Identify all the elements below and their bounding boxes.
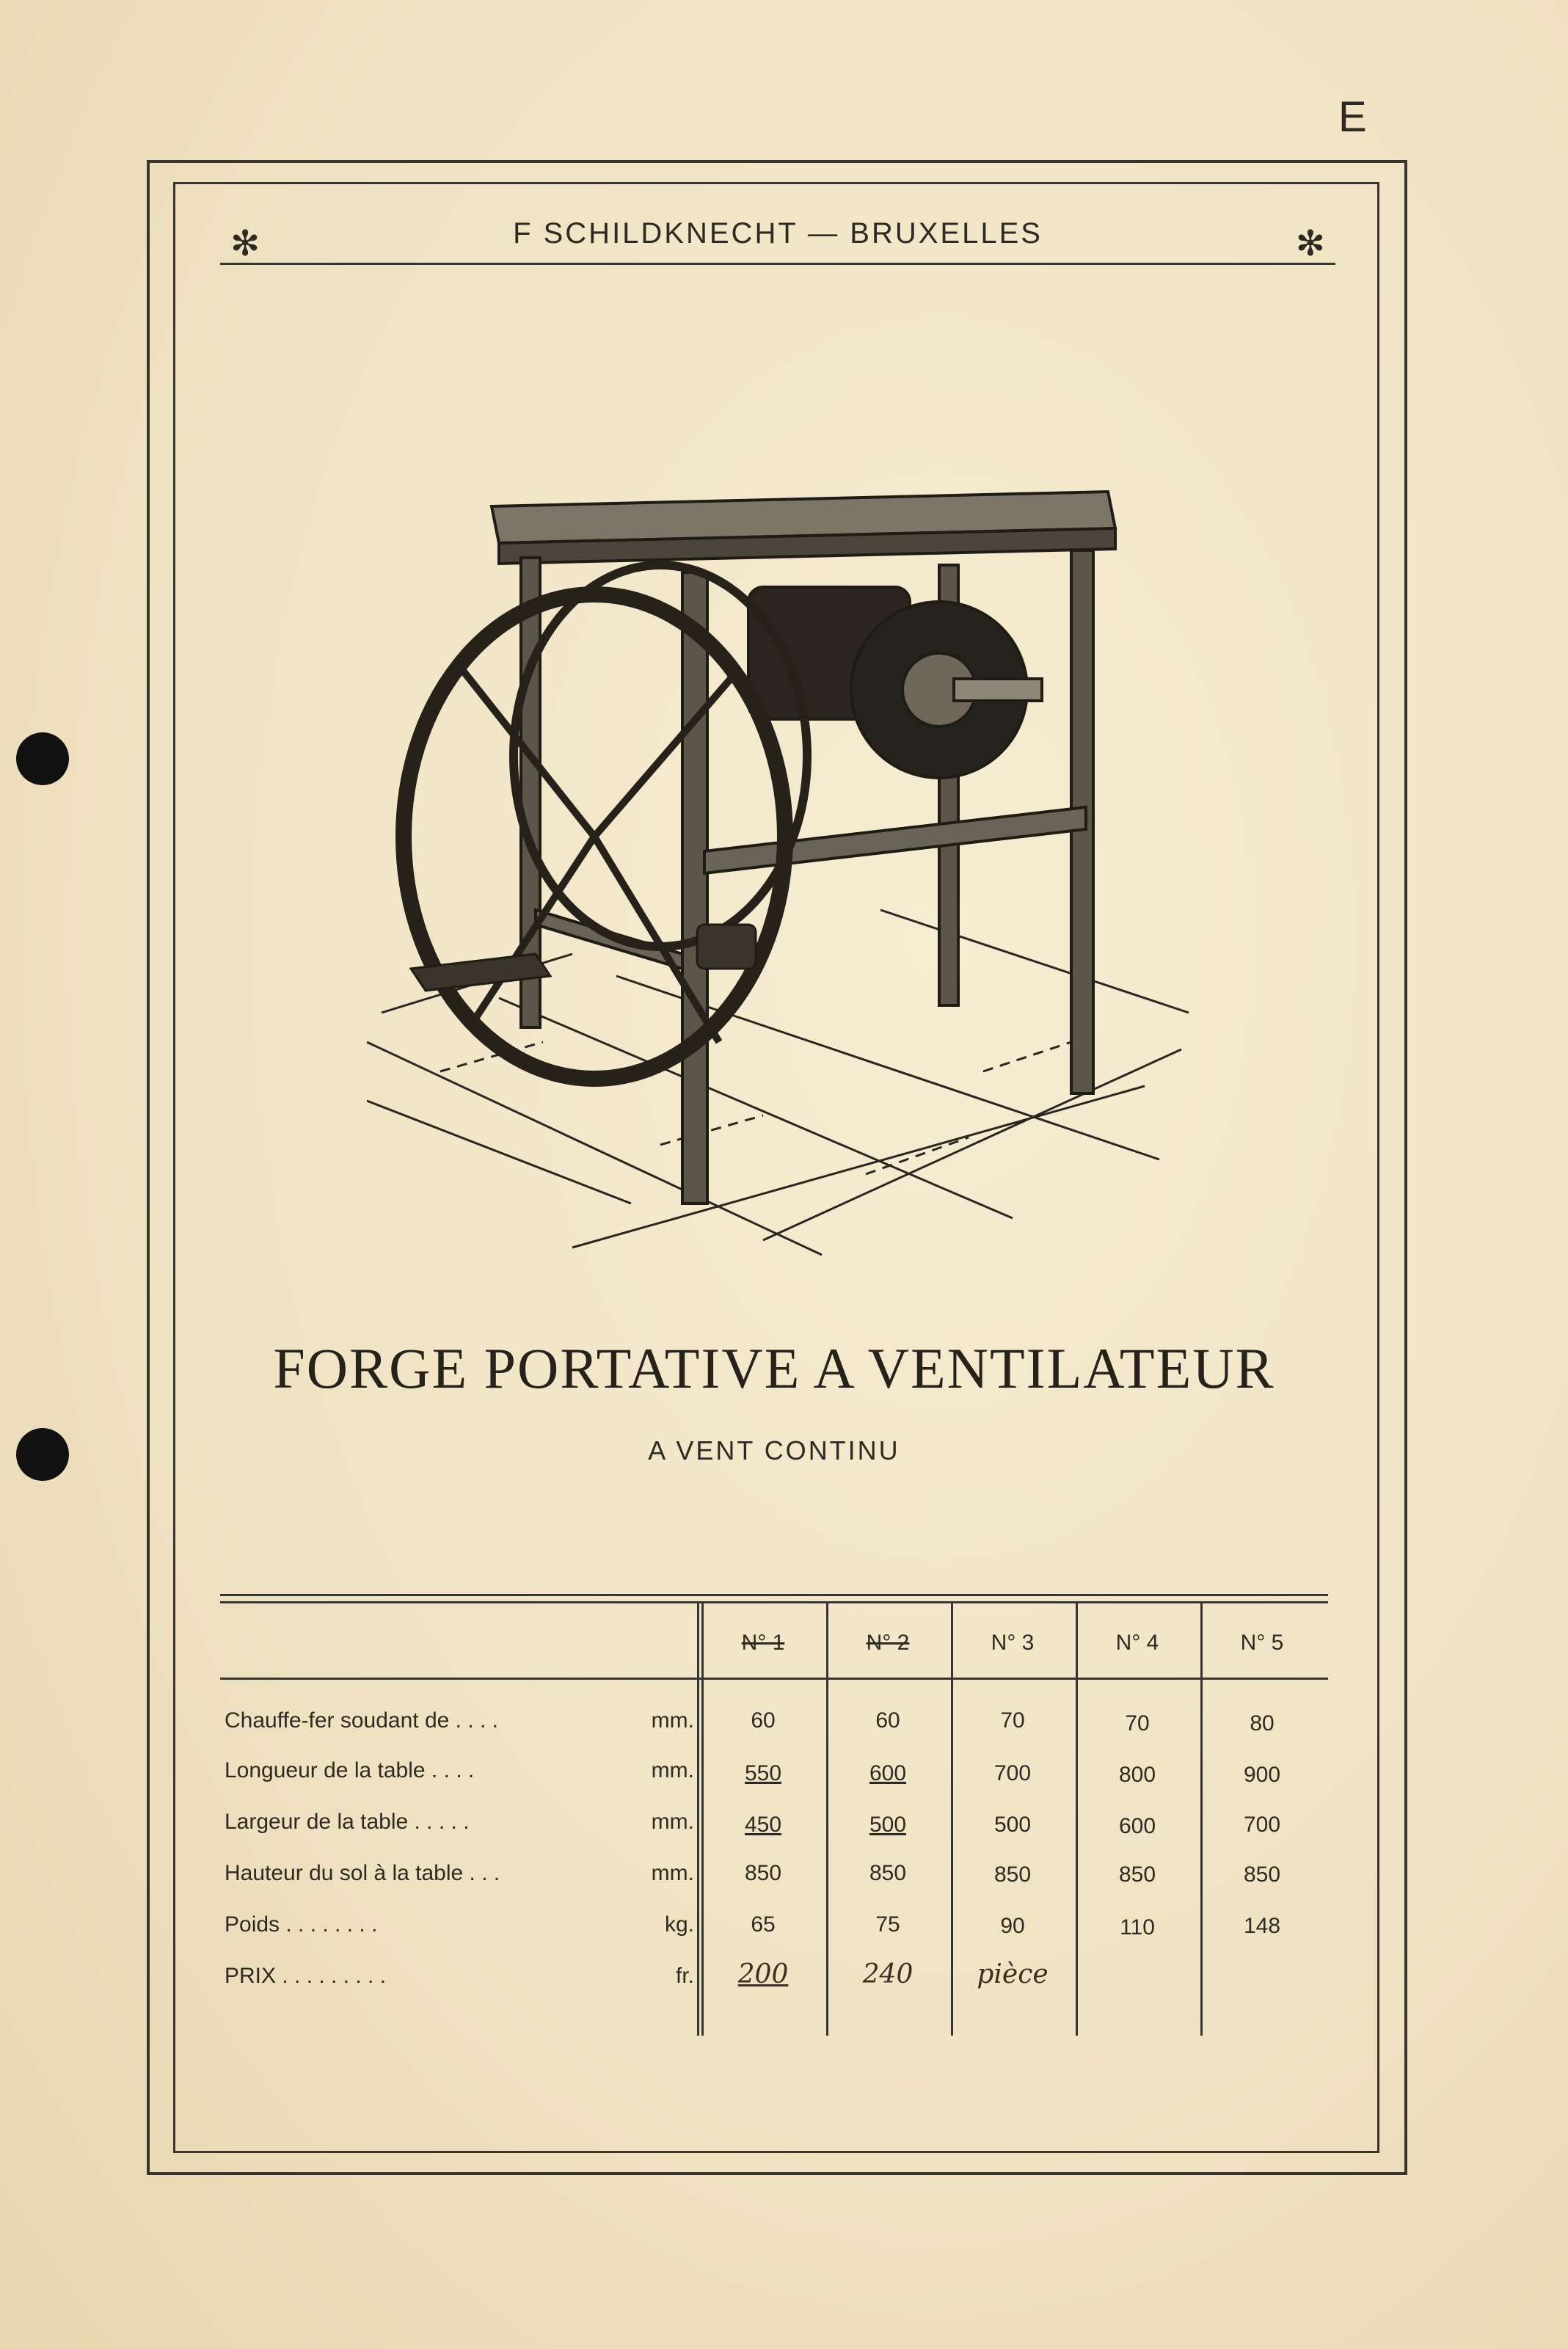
- spec-table: [220, 1585, 1328, 2040]
- binder-hole-top: [16, 732, 69, 785]
- handwritten-note: pièce: [977, 1959, 1049, 1989]
- letterhead: [220, 217, 1335, 269]
- column-header-n5: N° 5: [1240, 1631, 1284, 1655]
- table-cell: 850: [993, 1862, 1032, 1887]
- column-divider: [951, 1603, 953, 2036]
- letterhead-rule: [220, 263, 1335, 265]
- row-name: Longueur de la table . . . .: [225, 1758, 475, 1782]
- table-cell: 70: [1000, 1708, 1025, 1733]
- table-cell: 500: [993, 1813, 1032, 1837]
- table-cell: 850: [744, 1861, 782, 1885]
- table-header-rule: [220, 1678, 1328, 1680]
- table-cell: 850: [869, 1861, 907, 1885]
- table-cell: 600: [1118, 1814, 1156, 1838]
- table-cell: 700: [993, 1761, 1032, 1785]
- table-cell: 800: [1118, 1763, 1156, 1787]
- column-divider: [701, 1603, 704, 2036]
- column-divider: [826, 1603, 828, 2036]
- product-subtitle: A VENT CONTINU: [648, 1435, 900, 1465]
- table-cell: 850: [1243, 1862, 1281, 1887]
- table-cell: 148: [1243, 1914, 1281, 1938]
- row-name: Chauffe-fer soudant de . . . .: [225, 1708, 499, 1733]
- forge-illustration: [352, 440, 1203, 1292]
- table-cell: 80: [1250, 1711, 1275, 1736]
- table-cell: 60: [875, 1708, 900, 1733]
- ornament-left-icon: ✻: [230, 225, 260, 263]
- column-header-n4: N° 4: [1115, 1631, 1159, 1655]
- row-name: PRIX . . . . . . . . .: [225, 1964, 387, 1988]
- column-divider: [1076, 1603, 1078, 2036]
- table-cell: 600: [869, 1761, 907, 1785]
- handwritten-price: 200: [737, 1959, 789, 1989]
- row-unit: mm.: [651, 1861, 694, 1885]
- row-name: Poids . . . . . . . .: [225, 1912, 378, 1937]
- row-unit: mm.: [651, 1810, 694, 1834]
- product-title: FORGE PORTATIVE A VENTILATEUR: [273, 1336, 1275, 1400]
- company-name: F SCHILDKNECHT — BRUXELLES: [513, 217, 1043, 250]
- row-unit: kg.: [664, 1912, 694, 1937]
- column-header-n1: N° 1: [741, 1631, 785, 1655]
- table-cell: 500: [869, 1813, 907, 1837]
- row-unit: mm.: [651, 1758, 694, 1782]
- row-name: Largeur de la table . . . . .: [225, 1810, 470, 1834]
- table-cell: 550: [744, 1761, 782, 1785]
- table-cell: 75: [875, 1912, 900, 1937]
- table-cell: 70: [1125, 1711, 1150, 1736]
- table-top-rule: [220, 1594, 1328, 1596]
- table-cell: 450: [744, 1813, 782, 1837]
- ornament-right-icon: ✻: [1295, 225, 1325, 263]
- table-cell: 850: [1118, 1862, 1156, 1887]
- table-cell: 65: [751, 1912, 776, 1937]
- table-cell: 700: [1243, 1813, 1281, 1837]
- table-cell: 60: [751, 1708, 776, 1733]
- table-top-rule-2: [220, 1601, 1328, 1603]
- column-divider: [1200, 1603, 1203, 2036]
- row-unit: mm.: [651, 1708, 694, 1733]
- row-name: Hauteur du sol à la table . . .: [225, 1861, 500, 1885]
- handwritten-price: 240: [862, 1959, 914, 1989]
- row-unit: fr.: [675, 1964, 694, 1988]
- page-letter: E: [1338, 93, 1367, 141]
- table-cell: 900: [1243, 1763, 1281, 1787]
- table-cell: 90: [1000, 1914, 1025, 1938]
- column-header-n2: N° 2: [866, 1631, 910, 1655]
- column-header-n3: N° 3: [991, 1631, 1035, 1655]
- column-divider: [697, 1603, 699, 2036]
- table-cell: 110: [1120, 1915, 1155, 1940]
- binder-hole-bottom: [16, 1428, 69, 1481]
